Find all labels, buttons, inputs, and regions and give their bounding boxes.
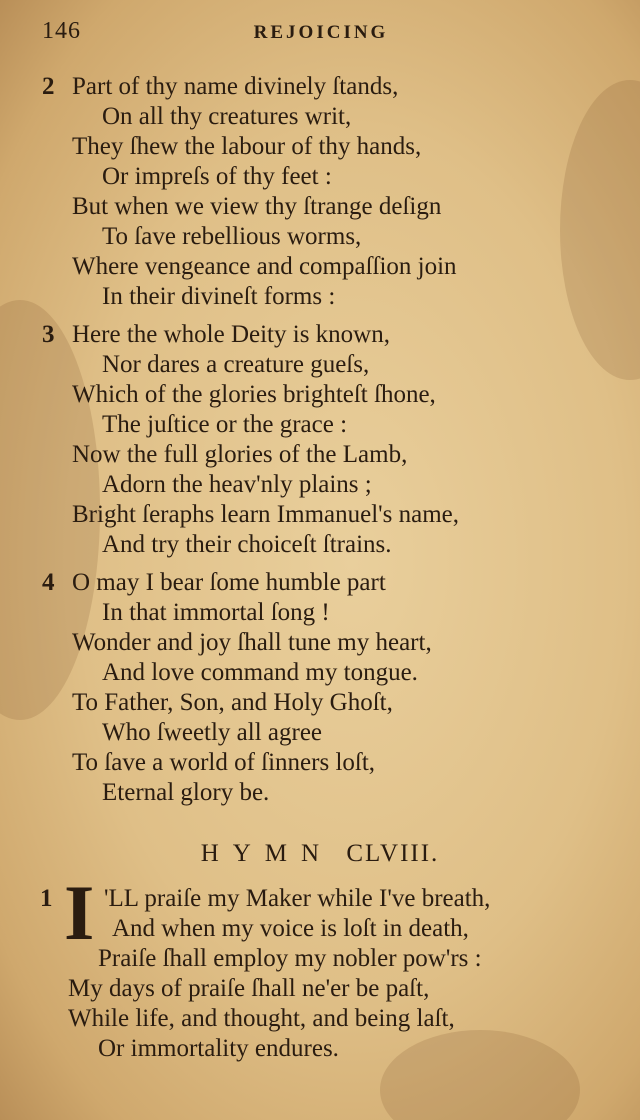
verse-line: Which of the glories brighteſt ſhone, bbox=[72, 381, 436, 408]
page-stain bbox=[380, 1030, 580, 1120]
verse-line: But when we view thy ſtrange deſign bbox=[72, 193, 442, 220]
stanza-number: 4 bbox=[42, 569, 55, 596]
verse-line: Wonder and joy ſhall tune my heart, bbox=[72, 629, 432, 656]
verse-line: While life, and thought, and being laſt, bbox=[68, 1005, 455, 1032]
verse-line: To Father, Son, and Holy Ghoſt, bbox=[72, 689, 393, 716]
verse-line: And when my voice is loſt in death, bbox=[112, 915, 469, 942]
drop-cap: I bbox=[64, 869, 95, 956]
verse-line: And love command my tongue. bbox=[102, 659, 418, 686]
hymn-numeral: CLVIII. bbox=[346, 840, 440, 867]
verse-line: Nor dares a creature gueſs, bbox=[102, 351, 370, 378]
page-stain bbox=[560, 80, 640, 380]
verse-line: 'LL praiſe my Maker while I've breath, bbox=[104, 885, 491, 912]
verse-line: Adorn the heav'nly plains ; bbox=[102, 471, 372, 498]
verse-line: Here the whole Deity is known, bbox=[72, 321, 390, 348]
verse-line: O may I bear ſome humble part bbox=[72, 569, 386, 596]
verse-line: Now the full glories of the Lamb, bbox=[72, 441, 408, 468]
verse-line: Praiſe ſhall employ my nobler pow'rs : bbox=[98, 945, 482, 972]
verse-line: In that immortal ſong ! bbox=[102, 599, 330, 626]
verse-line: Or impreſs of thy feet : bbox=[102, 163, 332, 190]
verse-line: To ſave a world of ſinners loſt, bbox=[72, 749, 376, 776]
verse-line: Bright ſeraphs learn Immanuel's name, bbox=[72, 501, 460, 528]
page-header bbox=[42, 18, 600, 50]
stanza-number: 3 bbox=[42, 321, 55, 348]
verse-line: Eternal glory be. bbox=[102, 779, 270, 806]
hymn-title bbox=[0, 840, 640, 868]
verse-line: They ſhew the labour of thy hands, bbox=[72, 133, 422, 160]
running-head: REJOICING bbox=[253, 22, 389, 43]
verse-line: To ſave rebellious worms, bbox=[102, 223, 362, 250]
verse-line: Where vengeance and compaſſion join bbox=[72, 253, 457, 280]
verse-line: In their divineſt forms : bbox=[102, 283, 336, 310]
stanza-number: 1 bbox=[40, 885, 53, 912]
verse-line: On all thy creatures writ, bbox=[102, 103, 352, 130]
hymn-title-word: HYMN bbox=[200, 840, 334, 867]
page-number: 146 bbox=[42, 18, 81, 44]
verse-line: And try their choiceſt ſtrains. bbox=[102, 531, 392, 558]
verse-line: My days of praiſe ſhall ne'er be paſt, bbox=[68, 975, 430, 1002]
verse-line: The juſtice or the grace : bbox=[102, 411, 348, 438]
verse-line: Or immortality endures. bbox=[98, 1035, 339, 1062]
stanza-number: 2 bbox=[42, 73, 55, 100]
verse-line: Part of thy name divinely ſtands, bbox=[72, 73, 399, 100]
verse-line: Who ſweetly all agree bbox=[102, 719, 323, 746]
